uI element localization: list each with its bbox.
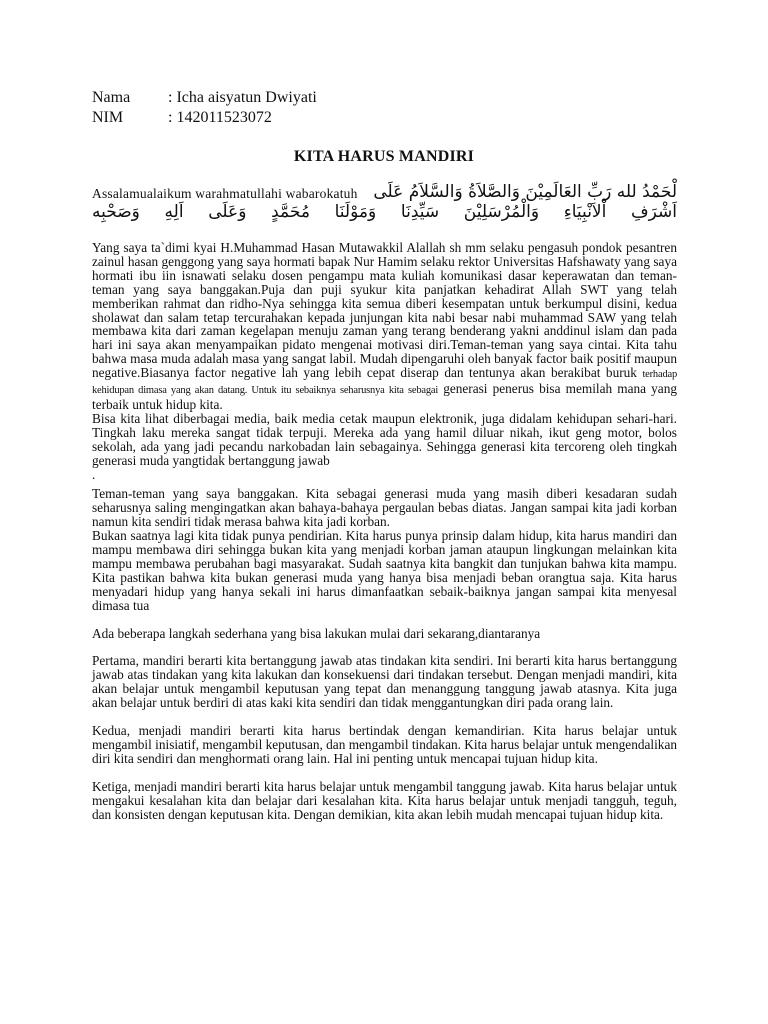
nim-value: : 142011523072 [168,109,272,126]
paragraph-7: Kedua, menjadi mandiri berarti kita harus bertindak dengan kemandirian. Kita harus belajar untuk mengambil inisiatif, mengambil keputusan, dan mengambil tindakan. Kita harus belajar untuk mengendalikan diri kita sendiri dan menghormati orang lain. Hal ini penting untuk mencapai tujuan hidup kita. [92,723,677,766]
paragraph-6: Pertama, mandiri berarti kita bertanggung jawab atas tindakan kita sendiri. Ini berarti kita harus bertanggung jawab atas tindakan yang kita lakukan dan konsekuensi dari tindakan tersebut. Dengan menjadi mandiri, kita akan belajar untuk mengambil keputusan yang tepat dan menanggung tanggung jawab atasnya. Kita juga akan belajar untuk berdiri di atas kaki kita sendiri dan tidak menggantungkan diri pada orang lain. [92,653,677,711]
name-value: : Icha aisyatun Dwiyati [168,89,317,106]
nim-row [92,108,317,128]
paragraph-8: Ketiga, menjadi mandiri berarti kita harus belajar untuk mengambil tanggung jawab. Kita harus belajar untuk mengakui kesalahan kita dan belajar dari kesalahan kita. Kita harus belajar untuk menjadi tangguh, teguh, dan konsisten dengan keputusan kita. Dengan demikian, kita akan lebih mudah mencapai tujuan hidup kita. [92,778,677,822]
paragraph-1 [92,241,677,412]
name-label: Nama [92,89,131,106]
greeting-arabic-2: اَشْرَفِ اْلاَنْبِيَاءِ وَالْمُرْسَلِيْنَ سَيِّدِنَا وَمَوْلَنَا مُحَمَّدٍ وَعَلَى اَلِهِ وَصَحْبِه [92,202,677,222]
paragraph-5: Ada beberapa langkah sederhana yang bisa lakukan mulai dari sekarang,diantaranya [92,625,541,641]
name-row [92,88,317,108]
paragraph-2-dot: . [92,466,96,482]
speech-body [92,241,677,822]
paragraph-1-end: generasi penerus bisa memilah mana yang terbaik untuk hidup kita. [92,381,677,412]
greeting [92,182,677,222]
document-title: KITA HARUS MANDIRI [293,148,475,165]
paragraph-1-small-text: terhadap kehidupan dimasa yang akan datang. Untuk itu sebaiknya seharusnya kita sebagai [92,369,677,397]
paragraph-3: Teman-teman yang saya banggakan. Kita sebagai generasi muda yang masih diberi kesadaran sudah seharusnya saling mengingatkan akan bahaya-bahaya pergaulan bebas diatas. Jangan sampai kita jadi korban namun kita sendiri tidak merasa bahwa kita jadi korban. [92,486,677,530]
paragraph-2: Bisa kita lihat diberbagai media, baik media cetak maupun elektronik, juga didalam kehidupan sehari-hari. Tingkah laku mereka sangat tidak terpuji. Mereka ada yang hamil diluar nikah, ikut geng motor, bolos sekolah, ada yang jadi pecandu narkobadan lain sebagainya. Sehingga generasi kita tercoreng oleh tingkah generasi muda yangtidak bertanggung jawab [92,410,677,468]
paragraph-1-text: Yang saya ta`dimi kyai H.Muhammad Hasan Mutawakkil Alallah sh mm selaku pengasuh pondok pesantren zainul hasan genggong yang saya hormati bapak Nur Hamim selaku rektor Universitas Hafshawaty yang saya hormati ibu iin isnawati selaku dosen pengampu mata kuliah komunikasi dasar keperawatan dan teman-teman yang saya banggakan.Puja dan puji syukur kita panjatkan kehadirat Allah SWT yang telah memberikan rahmat dan ridho-Nya sehingga kita semua diberi kesempatan untuk berkumpul disini, kedua sholawat dan salam tetap tercurahakan kepada junjungan kita nabi besar nabi muhammad SAW yang telah membawa kita dari zaman kegelapan menuju zaman yang terang benderang yakni anddinul islam dan pada hari ini saya akan menyampaikan pidato mengenai motivasi diri.Teman-teman yang saya cintai. Kita tahu bahwa masa muda adalah masa yang sangat labil. Mudah dipengaruhi oleh banyak factor baik positif maupun negative.Biasanya factor negative lah yang lebih cepat diserap dan tentunya akan berakibat buruk [92,240,677,381]
greeting-latin: Assalamualaikum warahmatullahi wabarokatuh [92,186,358,201]
nim-label: NIM [92,109,124,126]
greeting-line-1 [92,182,677,202]
student-info [92,88,317,128]
paragraph-4: Bukan saatnya lagi kita tidak punya pendirian. Kita harus punya prinsip dalam hidup, kita harus mandiri dan mampu membawa diri sehingga bukan kita yang menjadi korban jaman ataupun lingkungan melainkan kita mampu membawa perubahan bagi masyarakat. Sudah saatnya kita bangkit dan tunjukan bahwa kita mampu. Kita pastikan bahwa kita bukan generasi muda yang hanya bisa menjadi beban orangtua saja. Kita harus menyadari hidup yang hanya sekali ini harus dimanfaatkan sebaik-baiknya jangan sampai kita menyesal dimasa tua [92,528,677,613]
greeting-arabic-1: لْحَمْدُ لله رَبِّ العَالَمِيْنَ وَالصَّلاَةُ وَالسَّلاَمُ عَلَى [373,182,677,202]
